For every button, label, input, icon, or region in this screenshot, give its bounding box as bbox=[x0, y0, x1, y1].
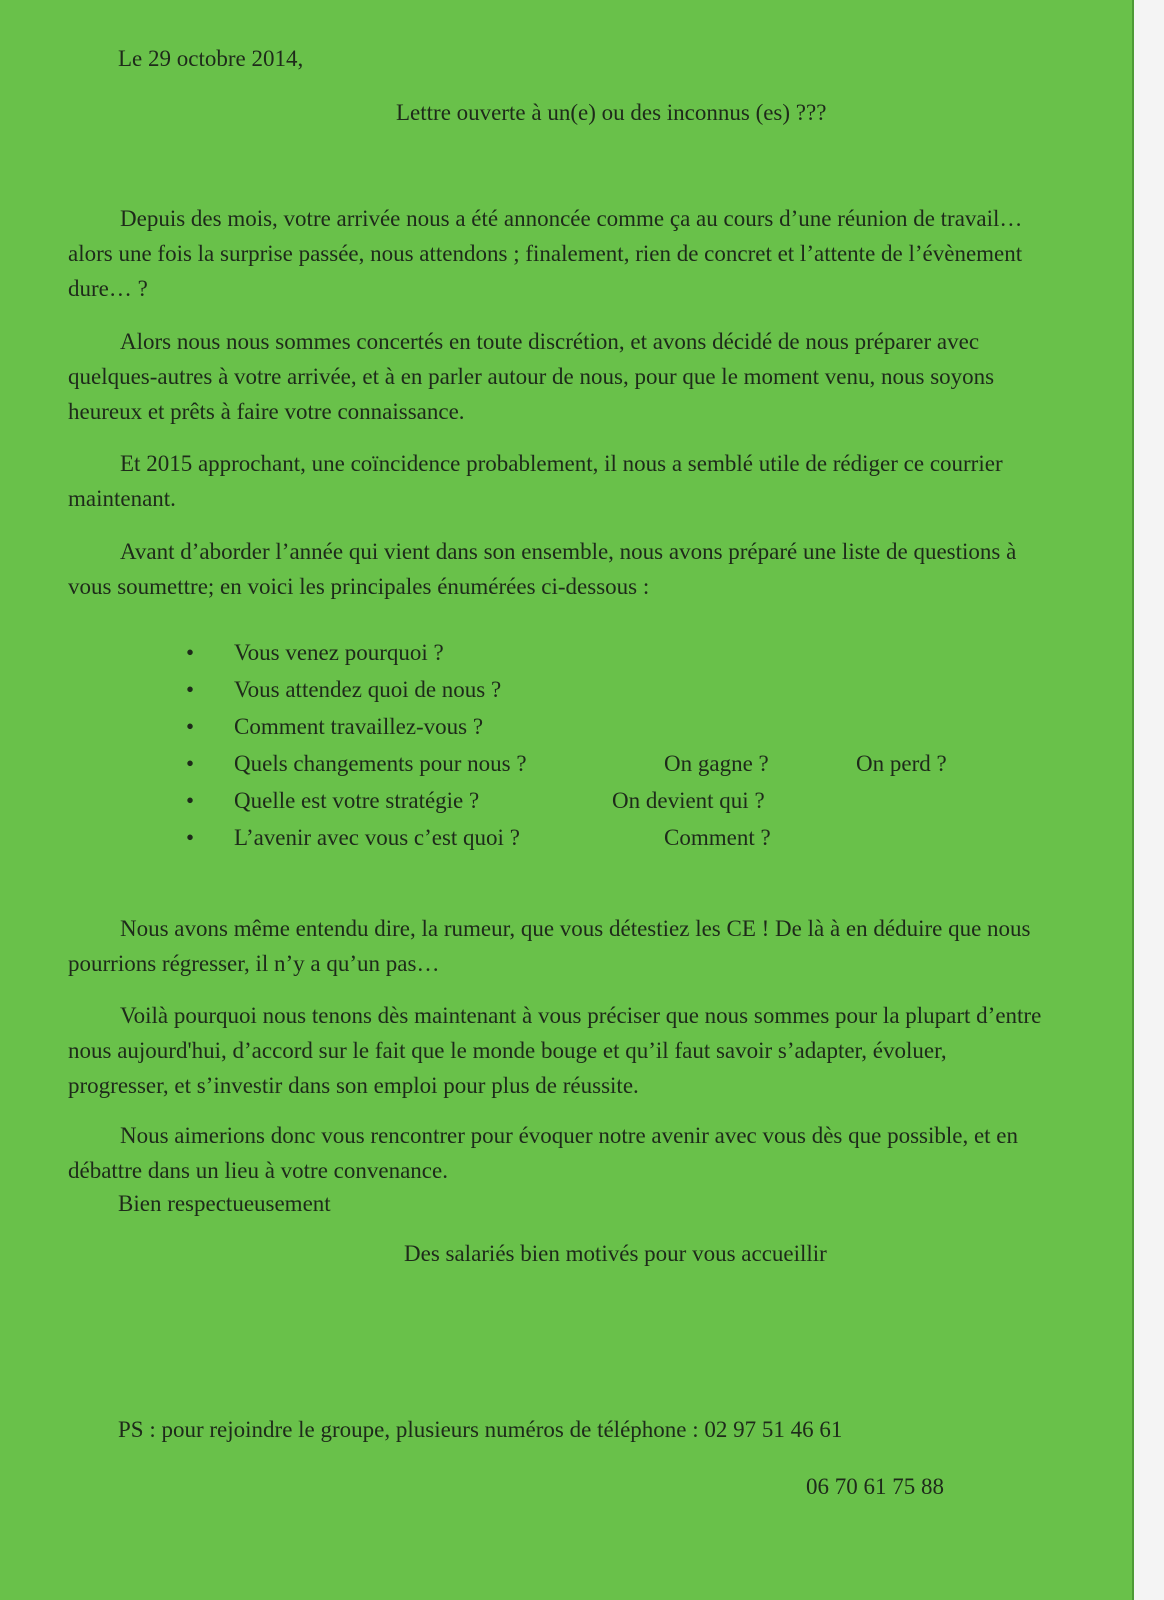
phone-number-2: 06 70 61 75 88 bbox=[806, 1474, 944, 1499]
question-text: L’avenir avec vous c’est quoi ? bbox=[234, 825, 520, 850]
paragraph-1: Depuis des mois, votre arrivée nous a été annoncée comme ça au cours d’une réunion de travail…alors une fois la surprise passée, nous attendons ; finalement, rien de concret et l’attente de l’évènement dure… ? bbox=[68, 206, 1023, 301]
paragraph-3: Et 2015 approchant, une coïncidence probablement, il nous a semblé utile de rédiger ce courrier maintenant. bbox=[68, 451, 1003, 511]
bullet-icon: • bbox=[186, 825, 195, 850]
scan-margin bbox=[1134, 0, 1164, 1600]
letter-date: Le 29 octobre 2014, bbox=[118, 46, 304, 71]
letter-title: Lettre ouverte à un(e) ou des inconnus (es) ??? bbox=[396, 100, 827, 125]
paragraph-6: Voilà pourquoi nous tenons dès maintenant à vous préciser que nous sommes pour la plupart d’entre nous aujourd'hui, d’accord sur le fait que le monde bouge et qu’il faut savoir s’adapter, évoluer, progresser, et s’investir dans son emploi pour plus de réussite. bbox=[68, 1003, 1042, 1098]
bullet-icon: • bbox=[186, 677, 195, 702]
list-item bbox=[186, 745, 986, 782]
paragraph-7: Nous aimerions donc vous rencontrer pour évoquer notre avenir avec vous dès que possible, et en débattre dans un lieu à votre convenance. bbox=[68, 1123, 1019, 1183]
question-extra-become: On devient qui ? bbox=[612, 788, 765, 813]
list-item bbox=[186, 782, 986, 819]
question-text: Quelle est votre stratégie ? bbox=[234, 788, 480, 813]
bullet-icon: • bbox=[186, 751, 195, 776]
list-item bbox=[186, 708, 986, 745]
bullet-icon: • bbox=[186, 788, 195, 813]
bullet-icon: • bbox=[186, 640, 195, 665]
question-text: Quels changements pour nous ? bbox=[234, 751, 527, 776]
question-text: Comment travaillez-vous ? bbox=[234, 714, 484, 739]
question-text: Vous attendez quoi de nous ? bbox=[234, 677, 502, 702]
paragraph-5: Nous avons même entendu dire, la rumeur, que vous détestiez les CE ! De là à en déduire que nous pourrions régresser, il n’y a qu’un pas… bbox=[68, 916, 1031, 976]
questions-list bbox=[186, 634, 986, 856]
ps-text: PS : pour rejoindre le groupe, plusieurs numéros de téléphone : 02 97 51 46 61 bbox=[118, 1417, 843, 1442]
list-item bbox=[186, 671, 986, 708]
signature-text: Des salariés bien motivés pour vous accueillir bbox=[404, 1241, 827, 1266]
question-extra-loss: On perd ? bbox=[856, 751, 947, 776]
bullet-icon: • bbox=[186, 714, 195, 739]
question-extra-gain: On gagne ? bbox=[664, 751, 769, 776]
closing-text: Bien respectueusement bbox=[118, 1191, 331, 1216]
question-extra-how: Comment ? bbox=[664, 825, 771, 850]
paragraph-4: Avant d’aborder l’année qui vient dans son ensemble, nous avons préparé une liste de questions à vous soumettre; en voici les principales énumérées ci-dessous : bbox=[68, 539, 1017, 599]
question-text: Vous venez pourquoi ? bbox=[234, 640, 444, 665]
list-item bbox=[186, 634, 986, 671]
paragraph-2: Alors nous nous sommes concertés en toute discrétion, et avons décidé de nous préparer avec quelques-autres à votre arrivée, et à en parler autour de nous, pour que le moment venu, nous soyons heureux et prêts à faire votre connaissance. bbox=[68, 329, 995, 424]
list-item bbox=[186, 819, 986, 856]
